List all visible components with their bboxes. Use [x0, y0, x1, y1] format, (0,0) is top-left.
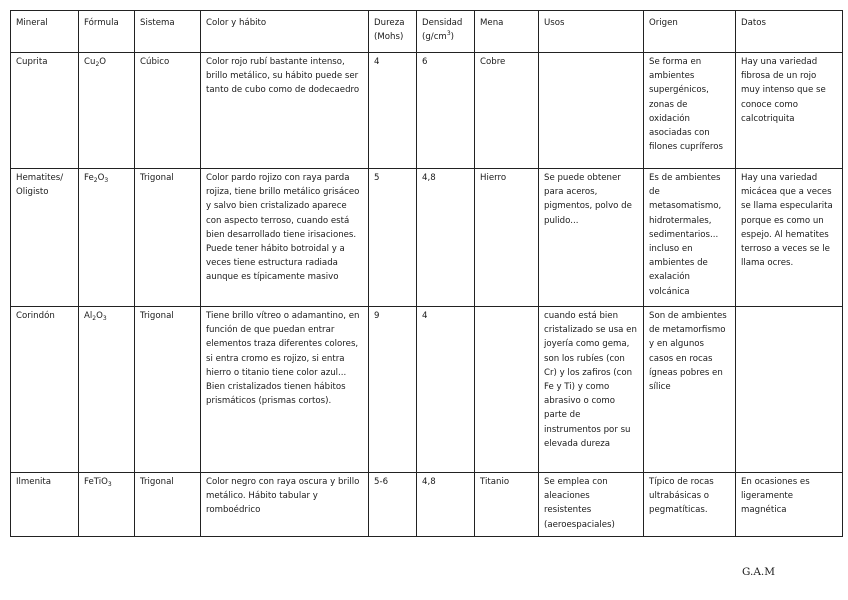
- cell-origen: Se forma en ambientes supergénicos, zonas de oxidación asociadas con filones cupríferos: [644, 53, 736, 169]
- header-datos: Datos: [736, 11, 843, 53]
- header-usos: Usos: [539, 11, 644, 53]
- header-densidad-line1: Densidad: [422, 18, 463, 28]
- cell-mineral: Hematites/ Oligisto: [11, 169, 79, 307]
- header-densidad-unit: $(g/cm^3)$: [422, 30, 454, 43]
- cell-dureza: 5: [369, 169, 417, 307]
- header-dureza-line2: (Mohs): [374, 32, 404, 43]
- cell-color: Color rojo rubí bastante intenso, brillo metálico, su hábito puede ser tanto de cubo como de dodecaedro: [201, 53, 369, 169]
- cell-usos: cuando está bien cristalizado se usa en joyería como gema, son los rubíes (con Cr) y los zafiros (con Fe y Ti) y como abrasivo o como parte de instrumentos por su elevada dureza: [539, 307, 644, 473]
- cell-sistema: Cúbico: [135, 53, 201, 169]
- cell-dureza: 4: [369, 53, 417, 169]
- cell-mena: [475, 307, 539, 473]
- table-row: [11, 53, 843, 169]
- cell-mena: Hierro: [475, 169, 539, 307]
- cell-usos: Se puede obtener para aceros, pigmentos, polvo de pulido...: [539, 169, 644, 307]
- table-row: [11, 169, 843, 307]
- header-color: Color y hábito: [201, 11, 369, 53]
- header-densidad: [417, 11, 475, 53]
- cell-mena: Cobre: [475, 53, 539, 169]
- cell-origen: Son de ambientes de metamorfismo y en algunos casos en rocas ígneas pobres en sílice: [644, 307, 736, 473]
- table-row: [11, 473, 843, 537]
- cell-mena: Titanio: [475, 473, 539, 537]
- cell-sistema: Trigonal: [135, 473, 201, 537]
- cell-sistema: Trigonal: [135, 169, 201, 307]
- cell-mineral: Corindón: [11, 307, 79, 473]
- header-mineral: Mineral: [11, 11, 79, 53]
- cell-origen: Típico de rocas ultrabásicas o pegmatíticas.: [644, 473, 736, 537]
- cell-formula: FeTiO$_3$: [79, 473, 135, 537]
- cell-datos: En ocasiones es ligeramente magnética: [736, 473, 843, 537]
- cell-usos: [539, 53, 644, 169]
- cell-origen: Es de ambientes de metasomatismo, hidrotermales, sedimentarios... incluso en ambientes de exalación volcánica: [644, 169, 736, 307]
- cell-color: Tiene brillo vítreo o adamantino, en función de que puedan entrar elementos traza diferentes colores, si entra cromo es rojizo, si entra hierro o titanio tiene color azul... Bien cristalizados tienen hábitos prismáticos (prismas cortos).: [201, 307, 369, 473]
- cell-formula: $Al_2O_3$: [79, 307, 135, 473]
- cell-densidad: 4,8: [417, 473, 475, 537]
- cell-formula: $Fe_2O_3$: [79, 169, 135, 307]
- table-row: [11, 307, 843, 473]
- cell-color: Color pardo rojizo con raya parda rojiza, tiene brillo metálico grisáceo y salvo bien cristalizado aparece con aspecto terroso, cuando está bien desarrollado tiene irisaciones. Puede tener hábito botroidal y a veces tiene estructura radiada aunque es típicamente masivo: [201, 169, 369, 307]
- header-dureza-line1: Dureza: [374, 18, 405, 28]
- cell-formula: $Cu_2O$: [79, 53, 135, 169]
- cell-dureza: 9: [369, 307, 417, 473]
- cell-usos: Se emplea con aleaciones resistentes (aeroespaciales): [539, 473, 644, 537]
- author-initials: G.A.M: [742, 566, 776, 578]
- header-origen: Origen: [644, 11, 736, 53]
- cell-datos: [736, 307, 843, 473]
- cell-datos: Hay una variedad fibrosa de un rojo muy intenso que se conoce como calcotriquita: [736, 53, 843, 169]
- header-mena: Mena: [475, 11, 539, 53]
- cell-sistema: Trigonal: [135, 307, 201, 473]
- cell-densidad: 4,8: [417, 169, 475, 307]
- cell-mineral: Cuprita: [11, 53, 79, 169]
- header-sistema: Sistema: [135, 11, 201, 53]
- cell-dureza: 5-6: [369, 473, 417, 537]
- header-row: [11, 11, 843, 53]
- cell-densidad: 4: [417, 307, 475, 473]
- cell-mineral: Ilmenita: [11, 473, 79, 537]
- header-dureza: [369, 11, 417, 53]
- minerals-table: [10, 10, 843, 537]
- cell-datos: Hay una variedad micácea que a veces se llama especularita porque es como un espejo. Al hematites terroso a veces se le llama ocres.: [736, 169, 843, 307]
- cell-densidad: 6: [417, 53, 475, 169]
- cell-color: Color negro con raya oscura y brillo metálico. Hábito tabular y romboédrico: [201, 473, 369, 537]
- header-formula: Fórmula: [79, 11, 135, 53]
